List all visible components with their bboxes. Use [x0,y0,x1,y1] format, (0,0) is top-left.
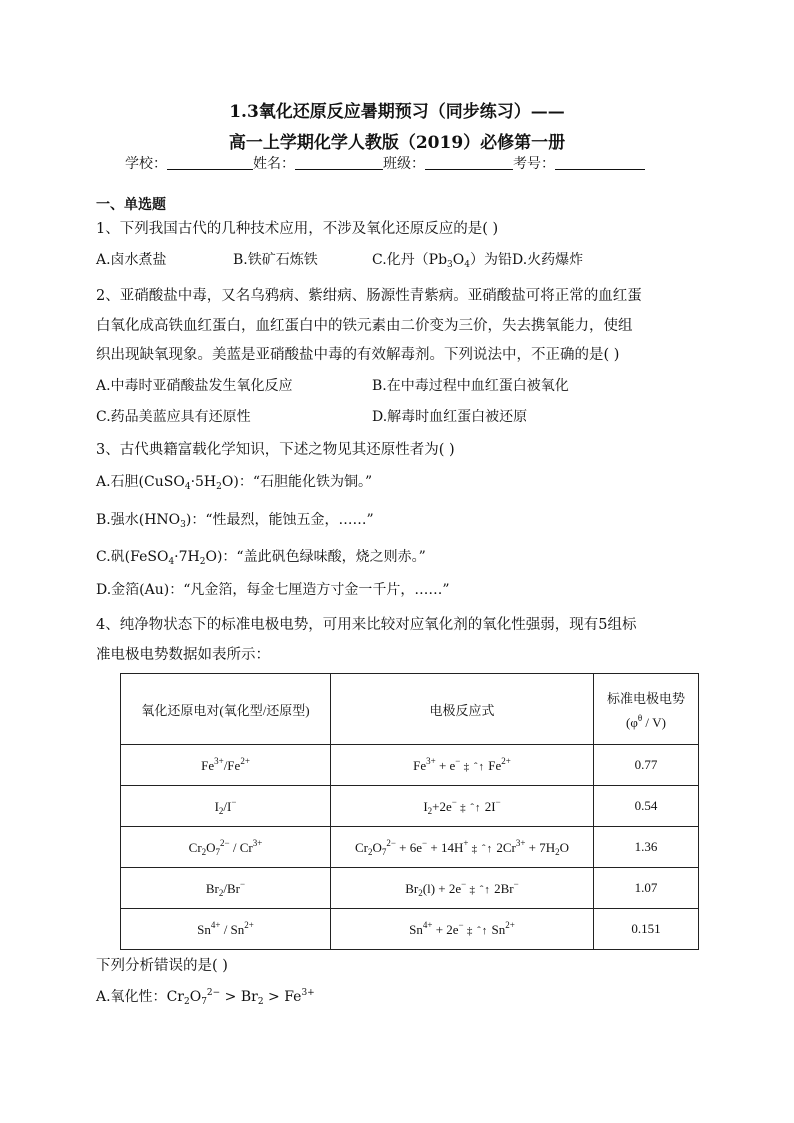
redox-pair-cell: $Br_2/Br^-$ [121,868,331,909]
school-label: 学校： [125,156,167,172]
q2-stem-line-2: 白氧化成高铁血红蛋白，血红蛋白中的铁元素由二价变为三价，失去携氧能力，使组 [96,318,633,334]
reaction-cell: $Fe^{3+} + e^-$ ‡ ˆ↑ $Fe^{2+}$ [331,745,594,786]
header-redox-pair: 氧化还原电对(氧化型/还原型) [121,674,331,745]
potential-cell: 0.77 [594,745,699,786]
potential-cell: 1.07 [594,868,699,909]
table-row [121,868,699,909]
potential-cell: 0.54 [594,786,699,827]
q4-option-a: A.氧化性：$Cr_2O_7^{2-} > Br_2 > Fe^{3+}$ [96,988,315,1007]
q2-stem-line-1: 2、亚硝酸盐中毒，又名乌鸦病、紫绀病、肠源性青紫病。亚硝酸盐可将正常的血红蛋 [96,288,642,304]
header-standard-potential: 标准电极电势 $(\varphi^\theta / V)$ [594,674,699,745]
q3-option-c: C.矾$(FeSO_4\cdot 7H_2O)$：“盖此矾色绿味酸，烧之则赤。” [96,549,426,567]
q2-stem-line-3: 织出现缺氧现象。美蓝是亚硝酸盐中毒的有效解毒剂。下列说法中，不正确的是( ) [96,347,620,363]
number-blank[interactable] [555,155,645,170]
q3-option-d: D.金箔(Au)：“凡金箔，每金七厘造方寸金一千片，……” [96,582,450,598]
section-heading: 一、单选题 [96,197,166,213]
reaction-cell: $Cr_2O_7^{2-} + 6e^- + 14H^+$ ‡ ˆ↑ $2Cr^{3+} + 7H_2O$ [331,827,594,868]
class-label: 班级： [383,156,425,172]
q1-option-a: A.卤水煮盐 [96,252,167,268]
q1-option-b: B.铁矿石炼铁 [233,252,318,268]
q4-stem-line-2: 准电极电势数据如表所示： [96,647,270,663]
table-row [121,786,699,827]
reaction-cell: $Sn^{4+} + 2e^-$ ‡ ˆ↑ $Sn^{2+}$ [331,909,594,950]
q2-option-a: A.中毒时亚硝酸盐发生氧化反应 [96,378,293,394]
redox-pair-cell: $I_2/I^-$ [121,786,331,827]
q3-option-a: A.石胆$(CuSO_4\cdot 5H_2O)$：“石胆能化铁为铜。” [96,474,373,492]
electrode-potential-table [120,673,699,950]
reaction-cell: $Br_2(l) + 2e^-$ ‡ ˆ↑ 2Br− [331,868,594,909]
title-line-1: 1.3氧化还原反应暑期预习（同步练习）—— [229,102,565,122]
q3-option-b: B.强水$(HNO_3)$：“性最烈，能蚀五金，……” [96,512,374,530]
table-row [121,909,699,950]
reaction-cell: $I_2+2e^-$ ‡ ˆ↑ 2I− [331,786,594,827]
header-electrode-reaction: 电极反应式 [331,674,594,745]
q2-option-c: C.药品美蓝应具有还原性 [96,409,251,425]
redox-pair-cell: $Cr_2O_7^{2-} / Cr^{3+}$ [121,827,331,868]
q4-question: 下列分析错误的是( ) [96,958,228,974]
q4-stem-line-1: 4、纯净物状态下的标准电极电势，可用来比较对应氧化剂的氧化性强弱，现有5组标 [96,617,637,633]
q2-option-b: B.在中毒过程中血红蛋白被氧化 [372,378,569,394]
potential-cell: 0.151 [594,909,699,950]
q2-option-d: D.解毒时血红蛋白被还原 [372,409,528,425]
q1-option-d: D.火药爆炸 [512,252,584,268]
redox-pair-cell: $Sn^{4+} / Sn^{2+}$ [121,909,331,950]
name-label: 姓名： [253,156,295,172]
student-info [125,153,645,173]
number-label: 考号： [513,156,555,172]
school-blank[interactable] [167,155,253,170]
redox-pair-cell: $Fe^{3+}/Fe^{2+}$ [121,745,331,786]
q3-stem: 3、古代典籍富载化学知识，下述之物见其还原性者为( ) [96,442,455,458]
class-blank[interactable] [425,155,513,170]
table-header-row [121,674,699,745]
q1-stem: 1、下列我国古代的几种技术应用，不涉及氧化还原反应的是( ) [96,221,499,237]
table-row [121,827,699,868]
q1-option-c: C.化丹$(Pb_3O_4)$为铅D.火药爆炸 [372,252,584,270]
table-row [121,745,699,786]
title-line-2: 高一上学期化学人教版（2019）必修第一册 [228,133,566,153]
potential-cell: 1.36 [594,827,699,868]
name-blank[interactable] [295,155,383,170]
